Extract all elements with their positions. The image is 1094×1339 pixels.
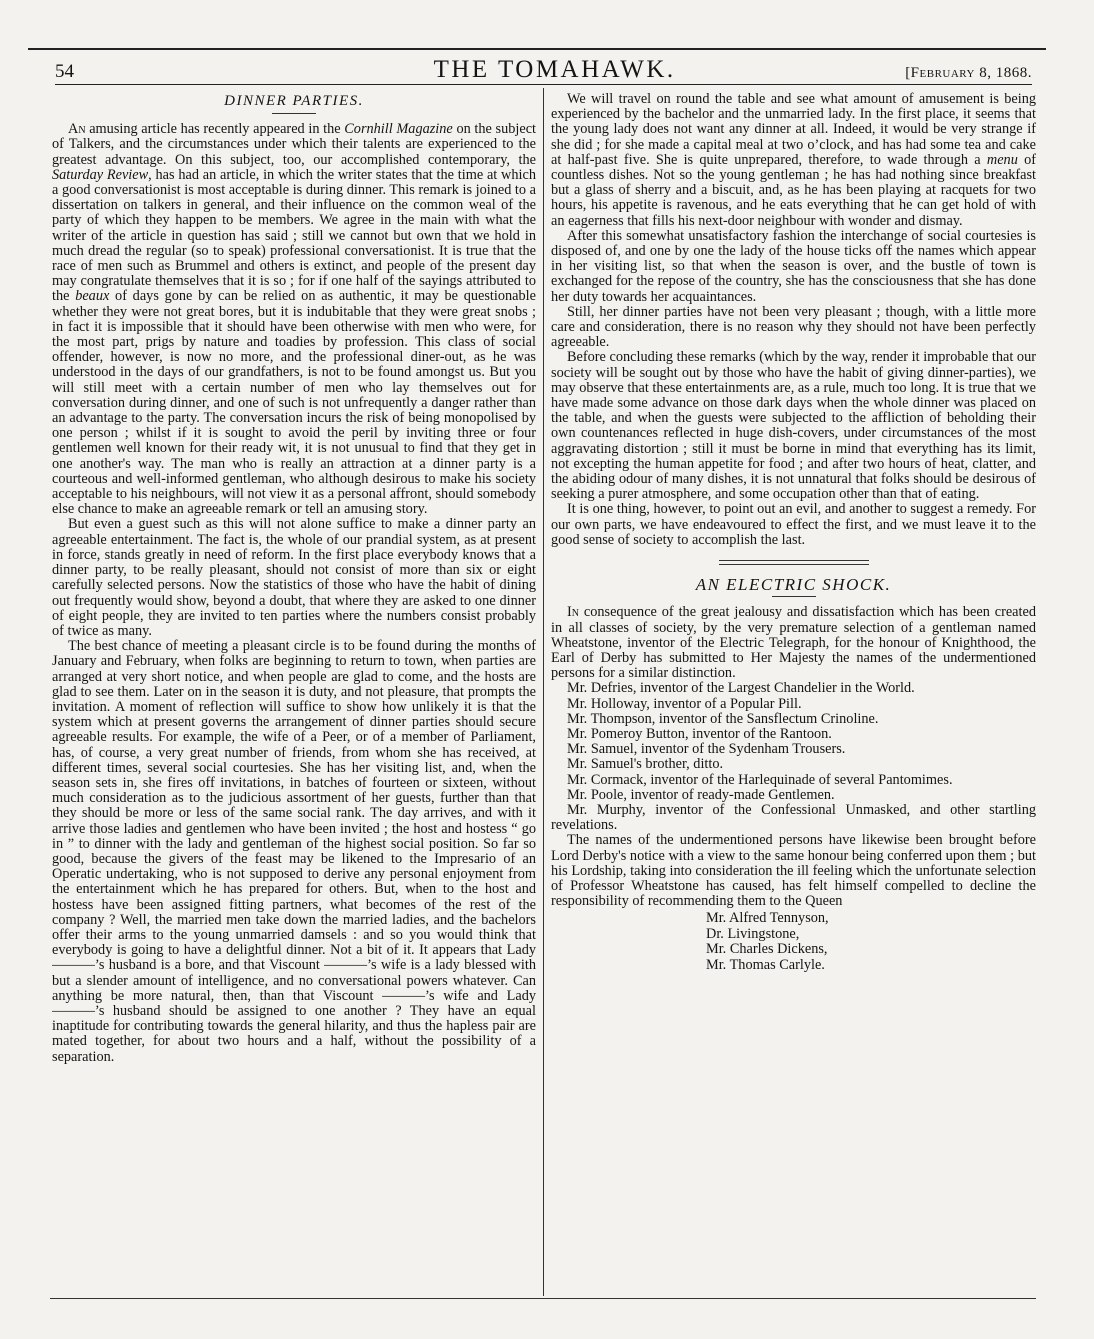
article-paragraph: Still, her dinner parties have not been very pleasant ; though, with a little more care and consideration, there is no reason why they should not have been perfectly agreeable. [551,303,1036,351]
list-item: Mr. Poole, inventor of ready-made Gentlemen. [567,786,835,803]
magazine-name: Cornhill Magazine [344,121,453,138]
list-item: Mr. Pomeroy Button, inventor of the Rantoon. [567,725,832,742]
article-title-dinner-parties: DINNER PARTIES. [224,93,364,109]
masthead [55,56,1032,85]
issue-date: [February 8, 1868. [905,65,1032,81]
title-rule [772,596,816,597]
article-title-electric-shock: AN ELECTRIC SHOCK. [695,575,892,595]
article-paragraph: After this somewhat unsatisfactory fashion the interchange of social courtesies is disposed of, and one by one the lady of the house ticks off the names which appear in her visiting list, so that when the season is over, and the bustle of town is exchanged for the repose of the country, she has the consciousness that she has done her duty towards her acquaintances. [551,227,1036,305]
list-item: Dr. Livingstone, [706,925,800,942]
paper-title: THE TOMAHAWK. [433,56,676,83]
article-paragraph: An amusing article has recently appeared in the Cornhill Magazine on the subject of Talkers, and the circumstances under which their talents are experienced to the greatest advantage. On this subject, too, our accomplished contemporary, the Saturday Review, has had an article, in which the writer states that the time at which a good conversationist is most acceptable is during dinner. This remark is joined to a dissertation on talkers in general, and their influence on the common weal of the party of which they happen to be members. We agree in the main with what the writer of the article in question has said ; still we cannot but own that we hold in much dread the regular (so to speak) professional conversationist. It is true that the race of men such as Brummel and others is extinct, and people of the present day may congratulate themselves that it is so ; for if one half of the sayings attributed to the beaux of days gone by can be relied on as authentic, it may be questionable whether they were not great bores, but it is indubitable that they were great snobs ; in fact it is impossible that it should have been otherwise with men who were, for the most part, prigs by nature and toadies by profession. This class of social offender, however, is now no more, and the professional diner-out, as he was understood in the days of our grandfathers, is not to be found amongst us. But you will still meet with a certain number of men who lay themselves out for conversation during dinner, and one of such is not unfrequently a danger rather than an advantage to the party. The conversation incurs the risk of being monopolised by one person ; whilst if it is sought to avoid the peril by inviting three or four gentlemen well known for their ready wit, it is not unusual to find that they get in one another's way. The man who is really an attraction at a dinner party is a courteous and well-informed gentleman, who although desirous to make his society acceptable to his neighbours, will not view it as a personal affront, should somebody else chance to make an agreeable remark or tell an amusing story. [52,121,536,518]
list-item: Mr. Samuel, inventor of the Sydenham Trousers. [567,741,846,758]
list-item: Mr. Defries, inventor of the Largest Chandelier in the World. [567,680,915,697]
list-item: Mr. Holloway, inventor of a Popular Pill. [567,695,802,712]
page-number: 54 [55,61,74,82]
review-name: Saturday Review [52,166,149,183]
list-item: Mr. Alfred Tennyson, [706,910,829,927]
drop-lead: In [567,604,579,621]
column-divider [543,88,544,1296]
title-rule [272,113,316,114]
recipient-list [706,911,1036,973]
article-paragraph: We will travel on round the table and see what amount of amusement is being experienced by the bachelor and the unmarried lady. In the first place, it seems that the young lady does not want any dinner at all. Indeed, it would be very strange if she did ; for she made a capital meal at two o’clock, and has had some tea and cake at half-past five. She is quite unprepared, therefore, to wade through a menu of countless dishes. Not so the young gentleman ; he has had nothing since breakfast but a glass of sherry and a biscuit, and, as he has been playing at racquets for two hours, his appetite is ravenous, and he eats everything that he can get hold of with an eagerness that fills his next-door neighbour with wonder and dismay. [551,92,1036,229]
list-item: Mr. Charles Dickens, [706,941,828,958]
list-item: Mr. Samuel's brother, ditto. [567,756,724,773]
section-divider [719,560,869,565]
article-paragraph: It is one thing, however, to point out an evil, and another to suggest a remedy. For our own parts, we have endeavoured to effect the first, and we must leave it to the good sense of society to accomplish the last. [551,501,1036,548]
drop-lead: An [68,121,86,138]
article-paragraph: The names of the undermentioned persons have likewise been brought before Lord Derby's notice with a view to the same honour being conferred upon them ; but his Lordship, taking into consideration the ill feeling which the unfortunate selection of Professor Wheatstone has caused, has felt himself compelled to decline the responsibility of recommending them to the Queen [551,832,1036,910]
bottom-rule [50,1298,1036,1299]
article-paragraph: But even a guest such as this will not alone suffice to make a dinner party an agreeable entertainment. The fact is, the whole of our prandial system, as at present in force, stands greatly in need of reform. In the first place everybody knows that a dinner party, to be really pleasant, should not consist of more than six or eight carefully selected persons. Now the statistics of those who have the habit of dining out frequently would show, beyond a doubt, that where they are asked to one dinner of eight people, they are invited to ten parties where the numbers consist probably of twice as many. [52,516,536,639]
list-item: Mr. Cormack, inventor of the Harlequinade of several Pantomimes. [567,771,953,788]
article-paragraph: Before concluding these remarks (which by the way, render it improbable that our society will be sought out by those who have the habit of giving dinner-parties), we may observe that these entertainments are, as a rule, much too long. It is true that we have made some advance on those dark days when the whole dinner was placed on the table, and when the guests were subjected to the affliction of beholding their own countenances reflected in huge dish-covers, under circumstances of the most aggravating distortion ; still it must be borne in mind that everything has its limit, not excepting the human appetite for food ; and after two hours of heat, clatter, and the abiding odour of many dishes, it is not unnatural that folks should be desirous of seeking a purer atmosphere, and some occupation other than that of eating. [551,349,1036,503]
list-item: Mr. Thompson, inventor of the Sansflectum Crinoline. [567,710,879,727]
top-rule [28,48,1046,50]
left-column [52,92,536,1292]
right-column [551,92,1036,1292]
article-paragraph: In consequence of the great jealousy and dissatisfaction which has been created in all classes of society, by the very premature selection of a gentleman named Wheatstone, inventor of the Electric Telegraph, for the honour of Knighthood, the Earl of Derby has submitted to Her Majesty the names of the undermentioned persons for a similar distinction. [551,604,1036,682]
article-paragraph: The best chance of meeting a pleasant circle is to be found during the months of January and February, when folks are beginning to return to town, when parties are arranged at very short notice, and when people are glad to come, and the hosts are glad to see them. Later on in the season it is duty, and not pleasure, that prompts the invitation. A moment of reflection will suffice to show how unlikely it is that the system which at present governs the arrangement of dinner parties should secure agreeable results. For example, the wife of a Peer, or of a member of Parliament, has, of course, a very great number of friends, from whom she has received, at different times, several social courtesies. She has her visiting list, and, when the season sets in, she fires off invitations, in batches of fourteen or sixteen, without much consideration as to the judicious assortment of her guests, further than that they should be more or less of the same social rank. The day arrives, and with it arrive those ladies and gentlemen who have been invited ; the host and hostess “ go in ” to dinner with the lady and gentleman of the highest social position. So far so good, because the givers of the feast may be likened to the Impresario of an Operatic undertaking, who is not supposed to derive any personal enjoyment from the entertainment which he has prepared for others. But, when to the host and hostess have been assigned fitting partners, what becomes of the rest of the company ? Well, the married men take down the married ladies, and the bachelors offer their arms to the young unmarried damsels : and so you would think that everybody is going to have a delightful dinner. Not a bit of it. It appears that Lady ———’s husband is a bore, and that Viscount ———’s wife is a lady blessed with but a slender amount of intelligence, and no conversational powers whatever. Can anything be more natural, then, than that Viscount ———’s wife and Lady ———’s husband should be assigned to one another ? They have an equal inaptitude for contributing towards the general hilarity, and thus the hapless pair are mated together, for about two hours and a half, without the possibility of a separation. [52,638,536,1065]
italic-word: menu [986,151,1018,168]
nominee-list [551,681,1036,833]
list-item: Mr. Thomas Carlyle. [706,956,825,973]
list-item: Mr. Murphy, inventor of the Confessional Unmasked, and other startling revelations. [551,801,1036,834]
italic-word: beaux [75,288,110,305]
